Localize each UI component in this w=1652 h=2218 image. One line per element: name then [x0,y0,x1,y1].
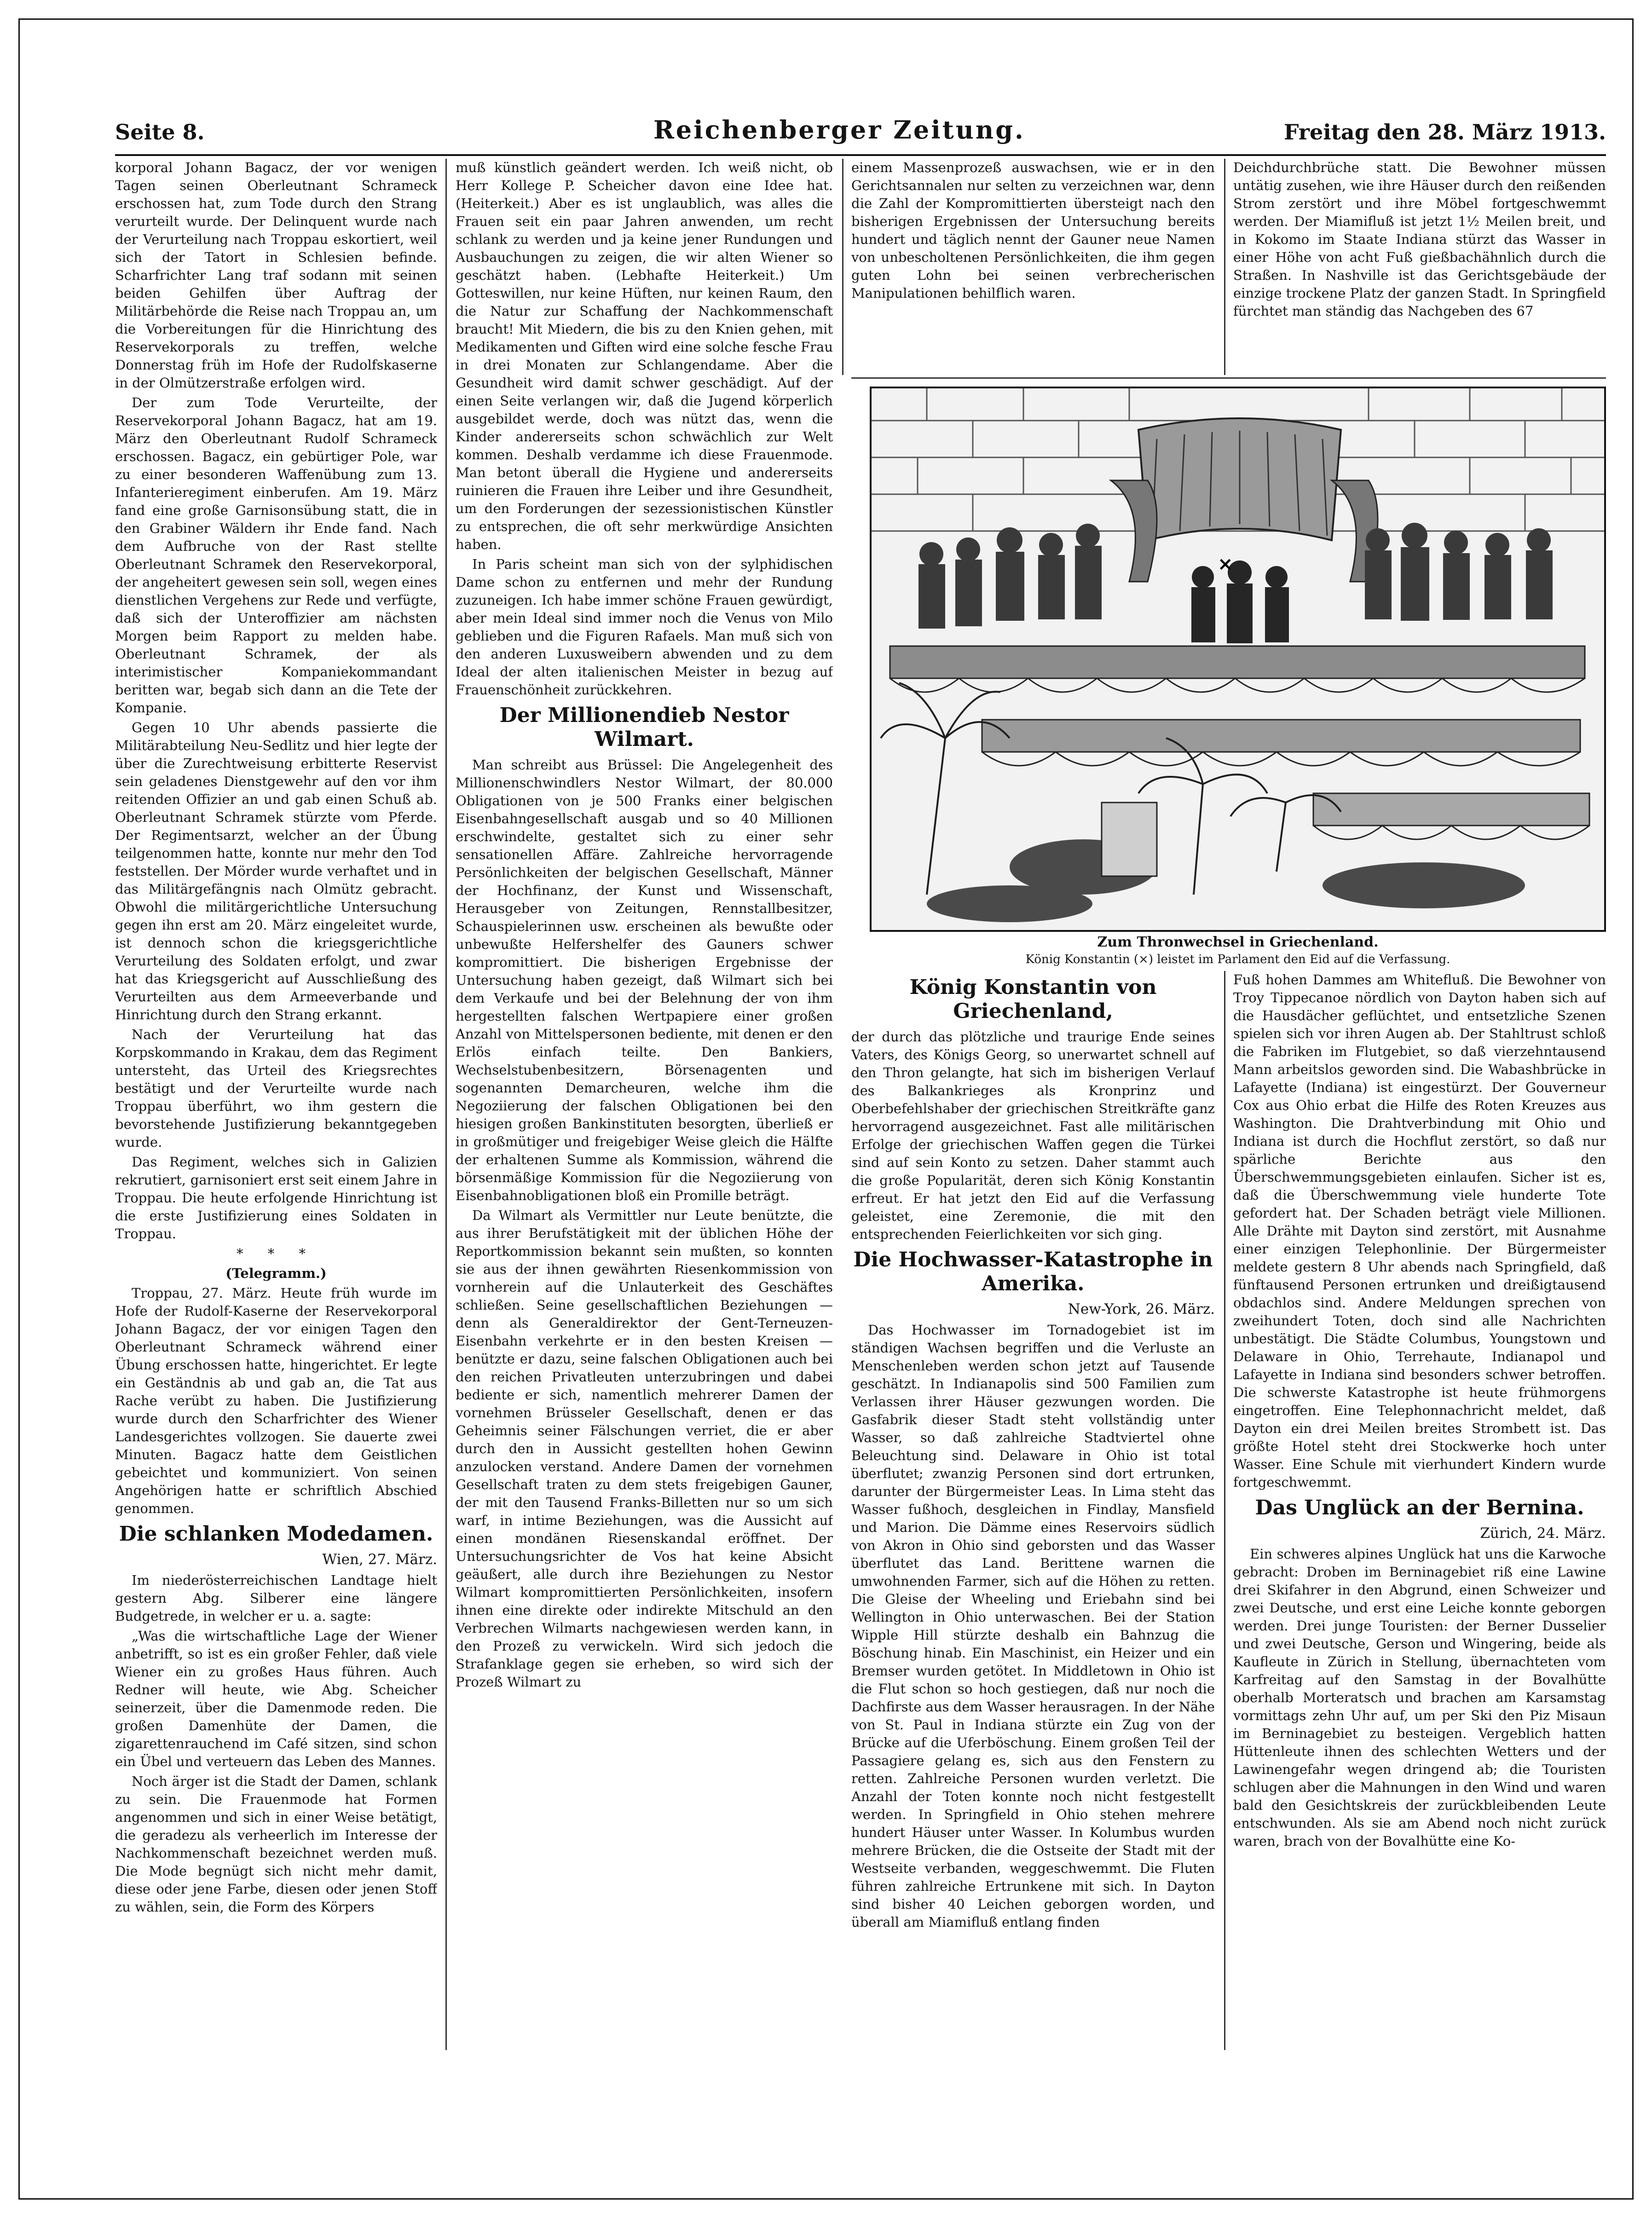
telegram-heading: (Telegramm.) [225,1265,327,1281]
issue-date: Freitag den 28. März 1913. [1283,120,1606,144]
article-paragraph: Das Hochwasser im Tornadogebiet ist im ständigen Wachsen begriffen und die Verluste an Menschenleben werden schon jetzt auf Tausende geschätzt. In Indianapolis sind 500 Familien zum Verlassen ihrer Häuser gezwungen worden. Die Gasfabrik dieser Stadt steht vollständig unter Wasser, so daß zahlreiche Stadtviertel ohne Beleuchtung sind. Delaware in Ohio ist total überflutet; zwanzig Personen sind dort ertrunken, darunter der Bürgermeister Leas. In Lima steht das Wasser fußhoch, desgleichen in Findlay, Mansfield und Marion. Die Dämme eines Reservoirs südlich von Akron in Ohio sind geborsten und das Wasser überflutet das Land. Berittene warnen die umwohnenden Farmer, sich auf die Höhen zu retten. Die Gleise der Wheeling und Eriebahn sind bei Wellington in Ohio unterwaschen. Bei der Station Wipple Hill stürzte deshalb ein Bahnzug die Böschung hinab. Ein Maschinist, ein Heizer und ein Bremser wurden getötet. In Middletown in Ohio ist die Flut schon so hoch gestiegen, daß nur noch die Dachfirste aus dem Wasser herausragen. In der Nähe von St. Paul in Indiana stürzte ein Zug von der Brücke auf die Uferböschung. Einem großen Teil der Passagiere gelang es, sich aus den Fenstern zu retten. Zahlreiche Personen wurden verletzt. Die Anzahl der Toten konnte noch nicht festgestellt werden. In Springfield in Ohio stehen mehrere hundert Häuser unter Wasser. In Kolumbus wurden mehrere Brücken, die die Ostseite der Stadt mit der Westseite verbanden, weggeschwemmt. Die Fluten führen zahlreiche Ertrunkene mit sich. In Dayton sind bisher 40 Leichen geborgen worden, und überall am Miamifluß entlang finden [851,1322,1215,1930]
dateline: Zürich, 24. März. [1480,1525,1606,1542]
article-paragraph: korporal Johann Bagacz, der vor wenigen Tagen seinen Oberleutnant Schrameck erschossen hat, zum Tode durch den Strang verurteilt wurde. Der Delinquent wurde nach der Verurteilung nach Troppau eskortiert, weil sich der Tatort in Schlesien befinde. Scharfrichter Lang traf sodann mit seinen beiden Gehilfen über Auftrag der Militärbehörde die Reise nach Troppau an, um die Vorbereitungen für die Hinrichtung des Reservekorporals zu treffen, welche Donnerstag früh im Hofe der Rudolfskaserne in der Olmützerstraße erfolgen wird. [115,160,437,391]
article-paragraph: Gegen 10 Uhr abends passierte die Militärabteilung Neu-Sedlitz und hier legte der über die Zurechtweisung erbitterte Reservist sein geladenes Dienstgewehr auf den vor ihm reitenden Offizier an und gab einen Schuß ab. Oberleutnant Schramek stürzte vom Pferde. Der Regimentsarzt, welcher an der Übung teilgenommen hatte, konnte nur mehr den Tod feststellen. Der Mörder wurde verhaftet und in das Militärgefängnis nach Olmütz gebracht. Obwohl die militärgerichtliche Untersuchung gegen ihn erst am 20. März eingeleitet wurde, ist dennoch schon die kriegsgerichtliche Verurteilung des Soldaten erfolgt, und zwar hat das Kriegsgericht auf Ausschließung des Verurteilten aus dem Armeeverbande und Hinrichtung durch den Strang erkannt. [115,720,437,1022]
column-rule [1224,971,1225,2050]
headline-modedamen: Die schlanken Modedamen. [119,1522,433,1546]
column-4 [1233,971,1606,2050]
picture-top-rule [851,377,1606,379]
article-paragraph: muß künstlich geändert werden. Ich weiß nicht, ob Herr Kollege P. Scheicher davon eine Idee hat. (Heiterkeit.) Aber es ist unglaublich, was alles die Frauen seit ein paar Jahren anwenden, um recht schlank zu werden und ja keine jener Rundungen und Ausbauchungen zu zeigen, die wir alten Wiener so geschätzt haben. (Lebhafte Heiterkeit.) Um Gotteswillen, nur keine Hüften, nur keinen Raum, den die Natur zur Schaffung der Nachkommenschaft braucht! Mit Miedern, die bis zu den Knien gehen, mit Medikamenten und Giften wird eine solche fesche Frau in drei Monaten zur Schlangendame. Aber die Gesundheit wird damit schwer geschädigt. Auf der einen Seite verlangen wir, daß die Jugend körperlich ausgebildet werde, doch was nützt das, wenn die Kinder andererseits schon schwächlich zur Welt kommen. Deshalb verdamme ich diese Frauenmode. Man betont überall die Hygiene und andererseits ruinieren die Frauen ihre Leiber und ihre Gesundheit, um den Forderungen der sezessionistischen Künstler zu entsprechen, die oft sehr merkwürdige Ansichten haben. [456,160,833,552]
section-separator: * * * [237,1246,316,1261]
column-3 [851,971,1215,2050]
article-paragraph: Nach der Verurteilung hat das Korpskommando in Krakau, dem das Regiment untersteht, das Urteil des Kriegsrechtes bestätigt und der Verurteilte wurde nach Troppau überführt, wo ihm gestern die bevorstehende Justifizierung bekanntgegeben wurde. [115,1027,437,1150]
picture-caption-text: König Konstantin (×) leistet im Parlament den Eid auf die Verfassung. [1025,953,1450,966]
headline-bernina: Das Unglück an der Bernina. [1255,1496,1584,1519]
article-paragraph: Das Regiment, welches sich in Galizien rekrutiert, garnisoniert erst seit einem Jahre in Troppau. Die heute erfolgende Hinrichtung ist die erste Justifizierung eines Soldaten in Troppau. [115,1154,437,1242]
article-paragraph: Der zum Tode Verurteilte, der Reservekorporal Johann Bagacz, hat am 19. März den Oberleutnant Rudolf Schrameck erschossen. Bagacz, ein gebürtiger Pole, war zu einer besonderen Waffenübung zum 13. Infanterieregiment einberufen. Am 19. März fand eine große Garnisonsübung statt, die in den Grabiner Wäldern ihr Ende fand. Nach dem Aufbruche von der Rast stellte Oberleutnant Schramek den Reservekorporal, der angeheitert gewesen sein soll, wegen eines dienstlichen Vergehens zur Rede und verfügte, daß sich der Unteroffizier am nächsten Morgen beim Rapport zu melden habe. Oberleutnant Schramek, der als interimistischer Kompaniekommandant beritten war, begab sich dann an die Tete der Kompanie. [115,395,437,716]
column-2 [456,159,833,2050]
column-rule [445,159,447,2050]
column-3-top [851,159,1215,375]
article-paragraph: Noch ärger ist die Stadt der Damen, schlank zu sein. Die Frauenmode hat Formen angenommen und sich in einer Weise betätigt, die geradezu als verheerlich im Interesse der Nachkommenschaft bezeichnet werden muß. Die Mode begnügt sich nicht mehr damit, diese oder jene Farbe, diesen oder jenen Stoff zu wählen, sein, die Form des Körpers [115,1773,437,1915]
column-rule [842,159,843,375]
engraving-parliament-oath [870,387,1606,932]
article-paragraph: Da Wilmart als Vermittler nur Leute benützte, die aus ihrer Berufstätigkeit mit der üblichen Höhe der Reportkommission bekannt sein mußten, so konnten sie aus der ihnen gewährten Riesenkommission von vornherein auf die Unlauterkeit des Geschäftes schließen. Seine gesellschaftlichen Beziehungen — denn als Generaldirektor der Gent-Terneuzen-Eisenbahn verkehrte er in den besten Kreisen — benützte er dazu, seine falschen Obligationen auch bei den reichen Privatleuten unterzubringen und dabei bediente er sich, namentlich mehrerer Damen der vornehmen Brüsseler Gesellschaft, denen er das Geheimnis seiner Fälschungen verriet, die er aber durch den in Aussicht gestellten hohen Gewinn anzulocken verstand. Andere Damen der vornehmen Gesellschaft traten zu dem stets freigebigen Gauner, der mit den Tausend Franks-Billetten nur so um sich warf, in intime Beziehungen, was die Aussicht auf einen mondänen Riesenskandal eröffnet. Der Untersuchungsrichter de Vos hat keine Absicht geäußert, alle durch ihre Beziehungen zu Nestor Wilmart kompromittierten Persönlichkeiten, insofern ihnen eine direkte oder indirekte Mitschuld an den Verbrechen Wilmarts nachgewiesen werden kann, in den Prozeß zu verwickeln. Wird sich jedoch die Strafanklage gegen sie erheben, so wird sich der Prozeß Wilmart zu [456,1207,833,1690]
article-paragraph: der durch das plötzliche und traurige Ende seines Vaters, des Königs Georg, so unerwartet schnell auf den Thron gelangte, hat sich im bisherigen Verlauf des Balkankrieges als Kronprinz und Oberbefehlshaber der griechischen Streitkräfte ganz hervorragend ausgezeichnet. Fast alle militärischen Erfolge der griechischen Waffen gegen die Türkei sind auf sein Konto zu setzen. Daher stammt auch die große Popularität, deren sich König Konstantin erfreut. Er hat jetzt den Eid auf die Verfassung geleistet, eine Zeremonie, die mit den entsprechenden Feierlichkeiten vor sich ging. [851,1029,1215,1242]
article-paragraph: In Paris scheint man sich von der sylphidischen Dame schon zu entfernen und mehr der Rundung zuzuneigen. Ich habe immer schöne Frauen gewürdigt, aber mein Ideal sind immer noch die Venus von Milo geblieben und die Figuren Rafaels. Man muß sich von den anderen Luxusweibern abwenden und zu dem Ideal der alten italienischen Meister in bezug auf Frauenschönheit zurückkehren. [456,556,833,698]
article-paragraph: „Was die wirtschaftliche Lage der Wiener anbetrifft, so ist es ein großer Fehler, daß viele Wiener ein zu großes Haus führen. Auch Redner will heute, wie Abg. Scheicher seinerzeit, über die Damenmode reden. Die großen Damenhüte der Damen, die zigarettenrauchend im Café sitzen, sind schon ein Übel und verteuern das Leben des Mannes. [115,1628,437,1769]
headline-wilmart: Der Millionendieb Nestor Wilmart. [499,704,789,751]
column-1 [115,159,437,2050]
article-paragraph: Man schreibt aus Brüssel: Die Angelegenheit des Millionenschwindlers Nestor Wilmart, der 80.000 Obligationen von je 500 Franks einer belgischen Eisenbahngesellschaft ausgab und so 40 Millionen erschwindelte, gestaltet sich zu einer sehr sensationellen Affäre. Zahlreiche hervorragende Persönlichkeiten der belgischen Gesellschaft, Männer der Hochfinanz, der Kunst und Wissenschaft, Herausgeber von Zeitungen, Rennstallbesitzer, Schauspielerinnen usw. erscheinen als bewußte oder unbewußte Helfershelfer des Gauners schwer kompromittiert. Die bisherigen Ergebnisse der Untersuchung haben gezeigt, daß Wilmart sich bei dem Verkaufe und bei der Belehnung der von ihm hergestellten falschen Wertpapiere einer großen Anzahl von Mittelspersonen bediente, mit denen er den Erlös einfach teilte. Den Bankiers, Wechselstubenbesitzern, Börsenagenten und sogenannten Demarcheuren, welche ihm die Negoziierung der falschen Obligationen bei den hiesigen großen Bankinstituten besorgten, überließ er in großmütiger und freigebiger Weise gleich die Hälfte der erhaltenen Summe als Kommission, während die börsenmäßige Kommission für die Negoziierung von Eisenbahnobligationen bloß ein Promille beträgt. [456,757,833,1203]
dateline: Wien, 27. März. [322,1551,437,1568]
dateline: New-York, 26. März. [1068,1301,1215,1317]
column-4-top [1233,159,1606,375]
page-header [115,115,1606,156]
article-paragraph: Fuß hohen Dammes am Whitefluß. Die Bewohner von Troy Tippecanoe nördlich von Dayton haben sich auf die Hausdächer geflüchtet, und entsetzliche Szenen spielen sich vor ihren Augen ab. Der Stahltrust schloß die Fabriken im Flutgebiet, so daß vierzehntausend Mann arbeitslos geworden sind. Die Wabashbrücke in Lafayette (Indiana) ist eingestürzt. Der Gouverneur Cox aus Ohio erbat die Hilfe des Roten Kreuzes aus Washington. Die Drahtverbindung mit Ohio und Indiana ist durch die Hochflut zerstört, so daß nur spärliche Berichte aus den Überschwemmungsgebieten einlaufen. Sicher ist es, daß die Überschwemmung viele hunderte Tote gefordert hat. Der Schaden beträgt viele Millionen. Alle Drähte mit Dayton sind zerstört, mit Ausnahme einer einzigen Telephonlinie. Der Bürgermeister meldete gestern 8 Uhr abends nach Springfield, daß fünftausend Personen ertrunken und dreißigtausend obdachlos sind. Andere Meldungen sprechen von zweihundert Toten, doch sind alle Nachrichten unbestätigt. Die Städte Columbus, Youngstown und Delaware in Ohio, Terrehaute, Indianapol und Lafayette in Indiana sind besonders schwer betroffen. Die schwerste Katastrophe ist heute frühmorgens eingetroffen. Eine Telephonnachricht meldet, daß Dayton ein drei Meilen breites Strombett ist. Das größte Hotel steht drei Stockwerke hoch unter Wasser. Eine Schule mit vierhundert Kindern wurde fortgeschwemmt. [1233,972,1606,1490]
article-paragraph: Deichdurchbrüche statt. Die Bewohner müssen untätig zusehen, wie ihre Häuser durch den reißenden Strom zerstört und ihre Möbel fortgeschwemmt werden. Der Miamifluß ist jetzt 1½ Meilen breit, und in Kokomo im Staate Indiana stürzt das Wasser in einer Höhe von acht Fuß gießbachähnlich durch die Straßen. In Nashville ist das Gerichtsgebäude der einzige trockene Platz der ganzen Stadt. In Springfield fürchtet man ständig das Nachgeben des 67 [1233,160,1606,319]
svg-text:×: × [1218,554,1233,575]
headline-hochwasser: Die Hochwasser-Katastrophe in Amerika. [853,1248,1213,1295]
headline-konstantin: König Konstantin von Griechenland, [909,976,1157,1023]
page-number: Seite 8. [115,120,205,144]
picture-caption-title: Zum Thronwechsel in Griechenland. [1097,934,1379,950]
telegram-paragraph: Troppau, 27. März. Heute früh wurde im Hofe der Rudolf-Kaserne der Reservekorporal Johann Bagacz, der vor einigen Tagen den Oberleutnant Schrameck während einer Übung erschossen hatte, hingerichtet. Er legte ein Geständnis ab und gab an, die Tat aus Rache verübt zu haben. Die Justifizierung wurde durch den Scharfrichter des Wiener Landesgerichtes vollzogen. Sie dauerte zwei Minuten. Bagacz hatte dem Geistlichen gebeichtet und kommuniziert. Von seinen Angehörigen hatte er schriftlich Abschied genommen. [115,1285,437,1516]
header-rule [115,154,1606,156]
engraving-illustration [872,388,1604,930]
column-rule [1224,159,1225,375]
article-paragraph: Ein schweres alpines Unglück hat uns die Karwoche gebracht: Droben im Berninagebiet riß eine Lawine drei Skifahrer in den Abgrund, einen Schweizer und zwei Deutsche, und erst eine Leiche konnte geborgen werden. Drei junge Touristen: der Berner Dusselier und zwei Deutsche, Gerson und Wingering, beide als Kaufleute in Zürich in Stellung, übernachteten vom Karfreitag auf den Samstag in der Bovalhütte oberhalb Morteratsch und brachen am Karsamstag vormittags zehn Uhr auf, um per Ski den Piz Misaun im Berninagebiet zu besteigen. Vergeblich hatten Hüttenleute ihnen des schlechten Wetters und der Lawinengefahr wegen dringend ab; die Touristen schlugen aber die Mahnungen in den Wind und waren bald den Gesichtskreis der zurückbleibenden Leute entschwunden. Als sie am Abend noch nicht zurück waren, brach von der Bovalhütte eine Ko- [1233,1546,1606,1849]
article-paragraph: Im niederösterreichischen Landtage hielt gestern Abg. Silberer eine längere Budgetrede, in welcher er u. a. sagte: [115,1572,437,1624]
masthead: Reichenberger Zeitung. [653,115,1025,144]
article-paragraph: einem Massenprozeß auswachsen, wie er in den Gerichtsannalen nur selten zu verzeichnen war, denn die Zahl der Kompromittierten übersteigt nach den bisherigen Ergebnissen der Untersuchung bereits hundert und täglich nennt der Gauner neue Namen von unbescholtenen Persönlichkeiten, die ihm gegen guten Lohn bei seinen verbrecherischen Manipulationen behilflich waren. [851,160,1215,301]
